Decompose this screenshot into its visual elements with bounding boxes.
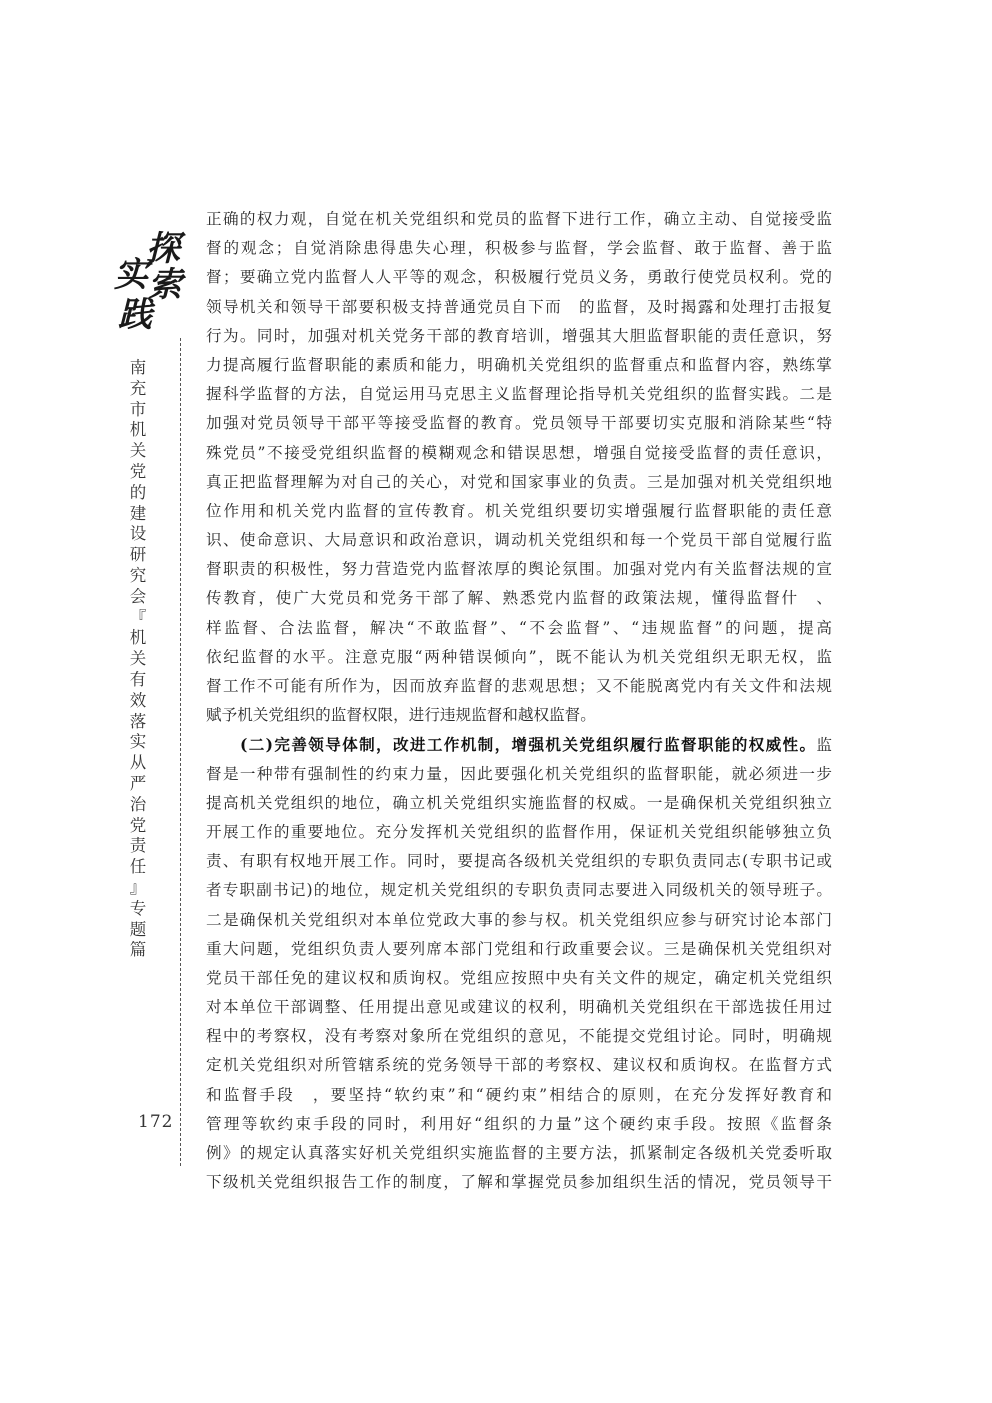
section-heading: (二)完善领导体制，改进工作机制，增强机关党组织履行监督职能的权威性。 bbox=[240, 735, 817, 755]
title-char: 践 bbox=[118, 295, 152, 335]
subtitle-char: 『 bbox=[129, 607, 147, 627]
text-line: 对本单位干部调整、任用提出意见或建议的权利，明确机关党组织在干部选拔任用过 bbox=[206, 998, 832, 1017]
subtitle-char: 有 bbox=[129, 669, 147, 689]
text-line: 督；要确立党内监督人人平等的观念，积极履行党员义务，勇敢行使党员权利。党的 bbox=[206, 268, 832, 287]
subtitle-char: 责 bbox=[129, 836, 147, 856]
subtitle-char: 效 bbox=[129, 690, 147, 710]
subtitle-char: 治 bbox=[129, 794, 147, 814]
subtitle-char: 任 bbox=[129, 857, 147, 877]
subtitle-char: 会 bbox=[129, 586, 147, 606]
text-line: 样监督、合法监督，解决“不敢监督”、“不会监督”、“违规监督”的问题，提高 bbox=[206, 618, 832, 637]
subtitle-char: 党 bbox=[129, 815, 147, 835]
text-line: 传教育，使广大党员和党务干部了解、熟悉党内监督的政策法规，懂得监督什 、 bbox=[206, 589, 832, 608]
subtitle-char: 机 bbox=[129, 420, 147, 440]
subtitle-char: 南 bbox=[129, 358, 147, 377]
text-line: 赋予机关党组织的监督权限，进行违规监督和越权监督。 bbox=[206, 706, 596, 725]
text-line: 力提高履行监督职能的素质和能力，明确机关党组织的监督重点和监督内容，熟练掌 bbox=[206, 355, 832, 374]
column-title bbox=[112, 229, 182, 352]
text-line: 位作用和机关党内监督的宣传教育。机关党组织要切实增强履行监督职能的责任意 bbox=[206, 501, 832, 520]
subtitle-char: 建 bbox=[129, 503, 147, 523]
subtitle-char: 关 bbox=[129, 649, 147, 669]
page-number: 172 bbox=[138, 1112, 174, 1132]
text-line: 领导机关和领导干部要积极支持普通党员自下而 的监督，及时揭露和处理打击报复 bbox=[206, 297, 832, 316]
text-line: 正确的权力观，自觉在机关党组织和党员的监督下进行工作，确立主动、自觉接受监 bbox=[206, 210, 832, 228]
subtitle-char: 专 bbox=[129, 898, 147, 918]
text-line: 督是一种带有强制性的约束力量，因此要强化机关党组织的监督职能，就必须进一步 bbox=[206, 764, 832, 783]
text-line: 者专职副书记)的地位，规定机关党组织的专职负责同志要进入同级机关的领导班子。 bbox=[206, 881, 832, 900]
margin-divider bbox=[180, 338, 181, 1166]
text-line: 定机关党组织对所管辖系统的党务领导干部的考察权、建议权和质询权。在监督方式 bbox=[206, 1056, 832, 1075]
subtitle-char: 机 bbox=[129, 628, 147, 648]
subtitle-char: 实 bbox=[129, 732, 147, 752]
text-line: 督职责的积极性，努力营造党内监督浓厚的舆论氛围。加强对党内有关监督法规的宣 bbox=[206, 560, 832, 579]
subtitle-char: 充 bbox=[129, 378, 147, 398]
heading-continuation: 监 bbox=[816, 736, 832, 755]
text-line: 加强对党员领导干部平等接受监督的教育。党员领导干部要切实克服和消除某些“特 bbox=[206, 414, 832, 433]
text-line: 重大问题，党组织负责人要列席本部门党组和行政重要会议。三是确保机关党组织对 bbox=[206, 939, 832, 958]
text-line: 程中的考察权，没有考察对象所在党组织的意见，不能提交党组讨论。同时，明确规 bbox=[206, 1027, 832, 1046]
subtitle-char: 究 bbox=[129, 565, 147, 585]
subtitle-char: 从 bbox=[129, 753, 147, 773]
subtitle-char: 党 bbox=[129, 461, 147, 481]
text-line: 督的观念；自觉消除患得患失心理，积极参与监督，学会监督、敢于监督、善于监 bbox=[206, 239, 832, 258]
text-line: 开展工作的重要地位。充分发挥机关党组织的监督作用，保证机关党组织能够独立负 bbox=[206, 822, 832, 841]
title-char: 索 bbox=[148, 265, 182, 305]
text-line: 识、使命意识、大局意识和政治意识，调动机关党组织和每一个党员干部自觉履行监 bbox=[206, 531, 832, 550]
subtitle-char: 设 bbox=[129, 524, 147, 544]
text-line: 行为。同时，加强对机关党务干部的教育培训，增强其大胆监督职能的责任意识，努 bbox=[206, 326, 832, 345]
body-text bbox=[206, 205, 832, 1197]
subtitle-char: 市 bbox=[129, 399, 147, 419]
subtitle-char: 研 bbox=[129, 545, 147, 565]
text-line: 督工作不可能有所作为，因而放弃监督的悲观思想；又不能脱离党内有关文件和法规 bbox=[206, 677, 832, 695]
text-line: 提高机关党组织的地位，确立机关党组织实施监督的权威。一是确保机关党组织独立 bbox=[206, 793, 832, 812]
text-line: 二是确保机关党组织对本单位党政大事的参与权。机关党组织应参与研究讨论本部门 bbox=[206, 910, 832, 929]
text-line: 殊党员”不接受党组织监督的模糊观念和错误思想，增强自觉接受监督的责任意识， bbox=[206, 443, 832, 462]
column-subtitle bbox=[127, 358, 149, 961]
text-line: 依纪监督的水平。注意克服“两种错误倾向”，既不能认为机关党组织无职无权，监 bbox=[206, 647, 832, 666]
title-char: 探 bbox=[146, 229, 180, 269]
text-line: 党员干部任免的建议权和质询权。党组应按照中央有关文件的规定，确定机关党组织 bbox=[206, 968, 832, 987]
section-heading-line bbox=[206, 730, 832, 759]
text-line: 例》的规定认真落实好机关党组织实施监督的主要方法，抓紧制定各级机关党委听取 bbox=[206, 1144, 832, 1162]
text-line: 管理等软约束手段的同时，利用好“组织的力量”这个硬约束手段。按照《监督条 bbox=[206, 1114, 832, 1133]
text-line: 下级机关党组织报告工作的制度，了解和掌握党员参加组织生活的情况，党员领导干 bbox=[206, 1173, 832, 1192]
text-line: 握科学监督的方法，自觉运用马克思主义监督理论指导机关党组织的监督实践。二是 bbox=[206, 385, 832, 404]
title-char: 实 bbox=[114, 255, 148, 295]
text-line: 和监督手段 ，要坚持“软约束”和“硬约束”相结合的原则，在充分发挥好教育和 bbox=[206, 1085, 832, 1104]
subtitle-char: 关 bbox=[129, 441, 147, 461]
subtitle-char: 的 bbox=[129, 482, 147, 502]
subtitle-char: 落 bbox=[129, 711, 147, 731]
text-line: 真正把监督理解为对自己的关心，对党和国家事业的负责。三是加强对机关党组织地 bbox=[206, 472, 832, 491]
text-line: 责、有职有权地开展工作。同时，要提高各级机关党组织的专职负责同志(专职书记或 bbox=[206, 852, 832, 871]
subtitle-char: 题 bbox=[129, 919, 147, 939]
subtitle-char: 严 bbox=[129, 773, 147, 793]
subtitle-char: 篇 bbox=[129, 940, 147, 960]
subtitle-char: 』 bbox=[129, 877, 147, 897]
